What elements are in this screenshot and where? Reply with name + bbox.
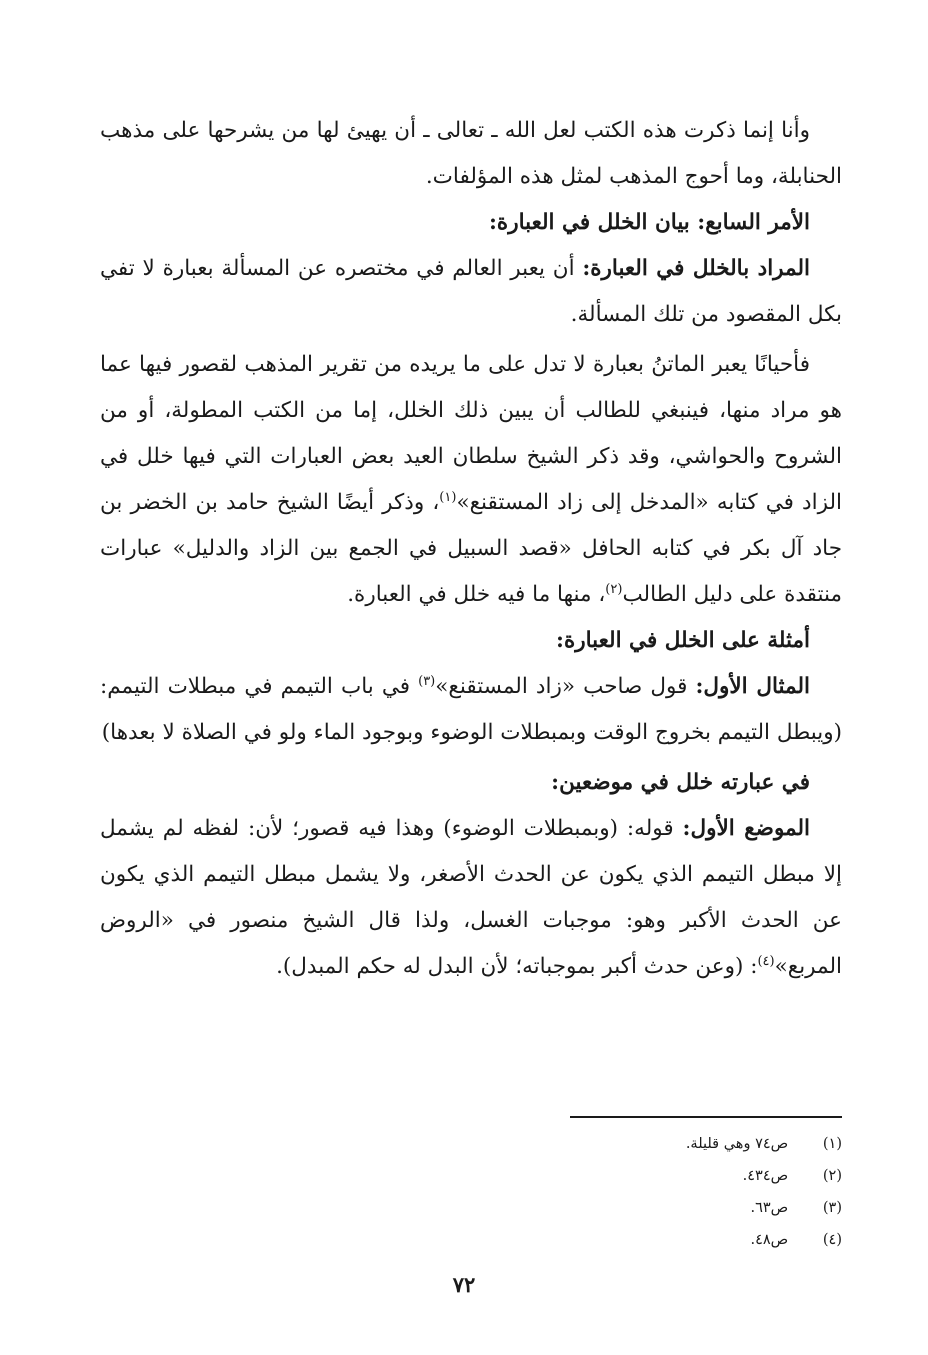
footnote-divider: [570, 1116, 842, 1118]
main-text: [100, 108, 842, 990]
footnotes: [100, 1128, 842, 1256]
term-label: المراد بالخلل في العبارة:: [582, 256, 810, 281]
paragraph-first-example: المثال الأول: قول صاحب «زاد المستقنع»$^{(٣)}$ في باب التيمم في مبطلات التيمم: (ويبطل التيمم بخروج الوقت وبمبطلات الوضوء وبوجود الماء ولو في الصلاة لا بعدها): [100, 673, 842, 745]
paragraph-intro: وأنا إنما ذكرت هذه الكتب لعل الله ـ تعالى ـ أن يهيئ لها من يشرحها على مذهب الحنابلة، وما أحوج المذهب لمثل هذه المؤلفات.: [100, 118, 842, 189]
footnote-item: (٢) ص٤٣٤.: [742, 1168, 842, 1184]
footnote-ref[interactable]: (٣): [418, 673, 436, 689]
footnote-item: (٤) ص٤٨.: [750, 1232, 842, 1248]
term-label: المثال الأول:: [695, 674, 810, 699]
section-heading-examples: أمثلة على الخلل في العبارة:: [556, 628, 810, 653]
footnote-ref[interactable]: (٤): [757, 953, 775, 969]
paragraph-first-place: الموضع الأول: قوله: (وبمبطلات الوضوء) وهذا فيه قصور؛ لأن: لفظه لم يشمل إلا مبطل التيمم الذي يكون عن الحدث الأصغر، ولا يشمل مبطل التيمم الذي يكون عن الحدث الأكبر وهو: موجبات الغسل، ولذا قال الشيخ منصور في «الروض المربع»$^{(٤)}$: (وعن حدث أكبر بموجباته؛ لأن البدل له حكم المبدل).: [100, 816, 842, 979]
footnote-item: (٣) ص٦٣.: [750, 1200, 842, 1216]
page-number: ٧٢: [452, 1272, 476, 1297]
term-label: الموضع الأول:: [682, 816, 810, 841]
footnote-item: (١) ص٧٤ وهي قليلة.: [685, 1136, 842, 1152]
section-heading-seventh: الأمر السابع: بيان الخلل في العبارة:: [489, 210, 810, 235]
paragraph-definition: المراد بالخلل في العبارة: أن يعبر العالم في مختصره عن المسألة بعبارة لا تفي بكل المقصود من تلك المسألة.: [100, 256, 842, 327]
footnote-ref[interactable]: (١): [439, 489, 457, 505]
paragraph-explanation: فأحيانًا يعبر الماتنُ بعبارة لا تدل على ما يريده من تقرير المذهب لقصور فيها عما هو مراد منها، فينبغي للطالب أن يبين ذلك الخلل، إما من الكتب المطولة، أو من الشروح والحواشي، وقد ذكر الشيخ سلطان العيد بعض العبارات التي فيها خلل في الزاد في كتابه «المدخل إلى زاد المستقنع»$^{(١)}$، وذكر أيضًا الشيخ حامد بن الخضر بن جاد آل بكر في كتابه الحافل «قصد السبيل في الجمع بين الزاد والدليل» عبارات منتقدة على دليل الطالب$^{(٢)}$، منها ما فيه خلل في العبارة.: [100, 352, 842, 607]
section-heading-two-places: في عبارته خلل في موضعين:: [551, 770, 810, 795]
footnote-ref[interactable]: (٢): [605, 581, 623, 597]
